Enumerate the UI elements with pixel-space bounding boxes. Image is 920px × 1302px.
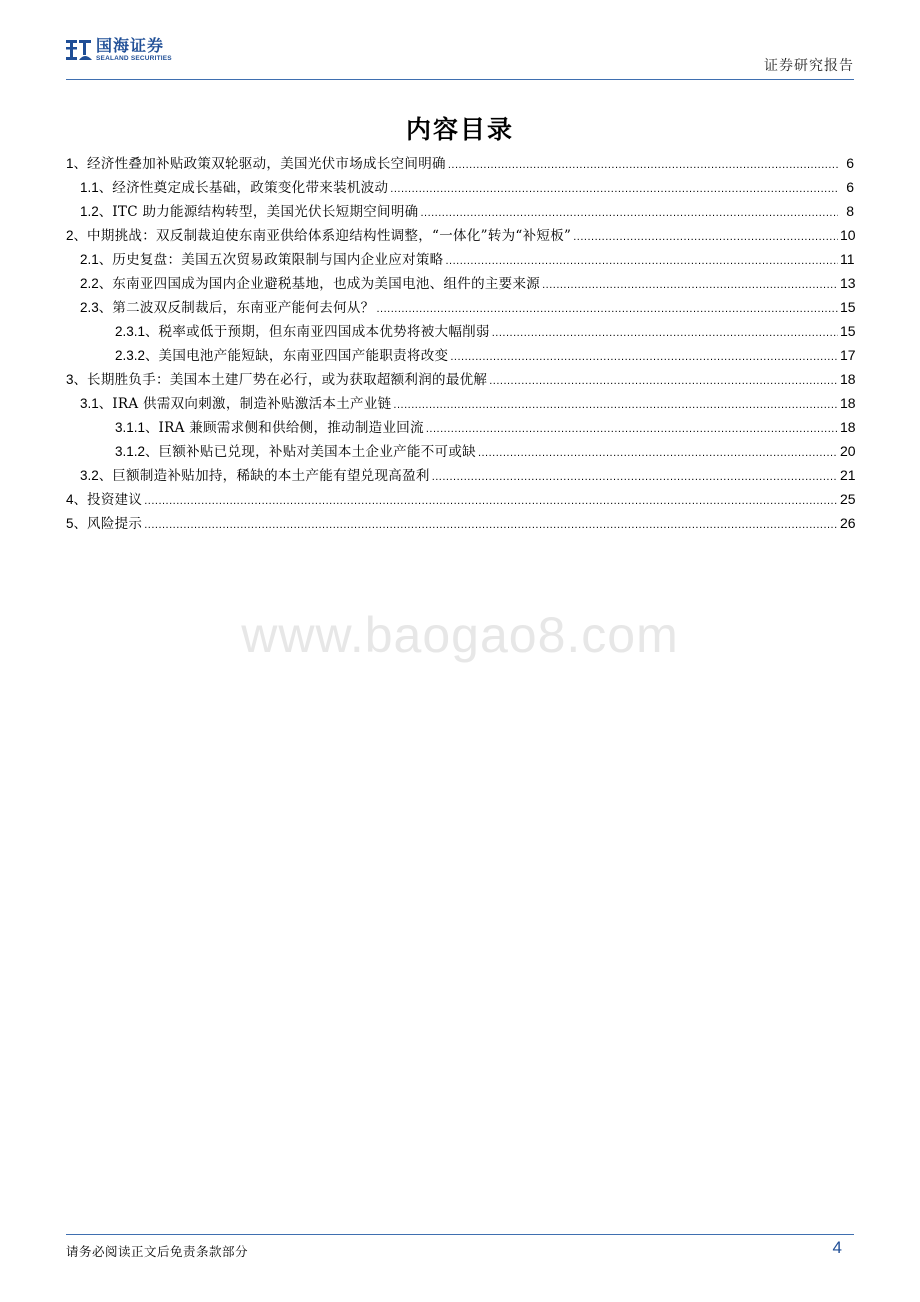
- toc-entry-page: 18: [840, 395, 856, 411]
- toc-entry-page: 11: [840, 251, 855, 267]
- toc-entry[interactable]: [66, 176, 854, 200]
- toc-entry[interactable]: [66, 248, 854, 272]
- toc-entry-number: 1.2、: [80, 204, 113, 219]
- footer-divider: [66, 1234, 854, 1235]
- page-header: [66, 38, 854, 78]
- toc-leader-dots: [542, 276, 838, 292]
- toc-entry-title: 投资建议: [87, 492, 143, 508]
- toc-entry[interactable]: [66, 392, 854, 416]
- toc-entry-page: 15: [840, 323, 856, 339]
- toc-entry-page: 8: [846, 203, 854, 219]
- toc-leader-dots: [489, 372, 838, 388]
- toc-entry-page: 21: [840, 467, 856, 483]
- toc-leader-dots: [376, 300, 838, 316]
- toc-entry-number: 5、: [66, 516, 88, 531]
- toc-entry-page: 6: [846, 179, 854, 195]
- toc-entry-title: IRA 兼顾需求侧和供给侧，推动制造业回流: [158, 420, 424, 436]
- company-logo: [66, 38, 172, 63]
- toc-entry-title: 巨额制造补贴加持，稀缺的本土产能有望兑现高盈利: [112, 468, 430, 484]
- toc-entry[interactable]: [66, 152, 854, 176]
- toc-entry[interactable]: [66, 200, 854, 224]
- toc-entry-title: 美国电池产能短缺，东南亚四国产能职责将改变: [158, 348, 449, 364]
- toc-entry-title: 历史复盘：美国五次贸易政策限制与国内企业应对策略: [112, 252, 444, 268]
- toc-entry[interactable]: [66, 368, 854, 392]
- toc-entry[interactable]: [66, 416, 854, 440]
- toc-entry-title: 中期挑战：双反制裁迫使东南亚供给体系迎结构性调整，“一体化”转为“补短板”: [87, 228, 572, 244]
- toc-leader-dots: [492, 324, 838, 340]
- toc-leader-dots: [478, 444, 838, 460]
- toc-leader-dots: [432, 468, 838, 484]
- toc-leader-dots: [144, 492, 838, 508]
- toc-leader-dots: [420, 204, 838, 220]
- toc-entry[interactable]: [66, 272, 854, 296]
- toc-entry[interactable]: [66, 224, 854, 248]
- toc-entry-number: 3.1、: [80, 396, 113, 411]
- sealand-logo-icon: [66, 38, 92, 62]
- toc-entry-number: 2.3.2、: [115, 348, 159, 363]
- toc-entry-number: 3.1.1、: [115, 420, 159, 435]
- toc-entry-title: IRA 供需双向刺激，制造补贴激活本土产业链: [112, 396, 392, 412]
- toc-entry-title: 长期胜负手：美国本土建厂势在必行，或为获取超额利润的最优解: [87, 372, 488, 388]
- toc-entry-page: 25: [840, 491, 856, 507]
- toc-entry-page: 6: [846, 155, 854, 171]
- toc-entry[interactable]: [66, 512, 854, 536]
- logo-chinese-name: 国海证券: [96, 36, 165, 55]
- toc-entry-page: 13: [840, 275, 856, 291]
- toc-entry-page: 10: [840, 227, 856, 243]
- toc-entry-page: 18: [840, 371, 856, 387]
- toc-entry-title: 巨额补贴已兑现，补贴对美国本土企业产能不可或缺: [158, 444, 476, 460]
- toc-entry[interactable]: [66, 464, 854, 488]
- toc-entry[interactable]: [66, 488, 854, 512]
- toc-entry-title: ITC 助力能源结构转型，美国光伏长短期空间明确: [112, 204, 419, 220]
- header-divider: [66, 79, 854, 80]
- toc-entry-number: 2.1、: [80, 252, 113, 267]
- footer-disclaimer: 请务必阅读正文后免责条款部分: [66, 1244, 249, 1259]
- toc-entry-page: 18: [840, 419, 856, 435]
- toc-leader-dots: [573, 228, 838, 244]
- toc-entry-page: 17: [840, 347, 856, 363]
- toc-entry-number: 3、: [66, 372, 88, 387]
- page-number: 4: [832, 1238, 842, 1257]
- toc-leader-dots: [390, 180, 838, 196]
- toc-entry-number: 2、: [66, 228, 88, 243]
- report-type-label: 证券研究报告: [764, 58, 854, 74]
- toc-entry-number: 1.1、: [80, 180, 113, 195]
- watermark: www.baogao8.com: [241, 607, 679, 663]
- logo-english-name: SEALAND SECURITIES: [96, 55, 172, 62]
- toc-entry-title: 第二波双反制裁后，东南亚产能何去何从？: [112, 300, 375, 316]
- toc-entry-title: 税率或低于预期，但东南亚四国成本优势将被大幅削弱: [158, 324, 490, 340]
- toc-entry[interactable]: [66, 440, 854, 464]
- toc-entry-number: 2.2、: [80, 276, 113, 291]
- toc-leader-dots: [450, 348, 838, 364]
- toc-entry-title: 经济性叠加补贴政策双轮驱动，美国光伏市场成长空间明确: [87, 156, 446, 172]
- toc-leader-dots: [445, 252, 838, 268]
- toc-entry-page: 26: [840, 515, 856, 531]
- toc-entry[interactable]: [66, 344, 854, 368]
- toc-entry-title: 经济性奠定成长基础，政策变化带来装机波动: [112, 180, 389, 196]
- toc-entry-number: 2.3、: [80, 300, 113, 315]
- toc-entry-page: 20: [840, 443, 856, 459]
- toc-entry[interactable]: [66, 296, 854, 320]
- toc-entry[interactable]: [66, 320, 854, 344]
- toc-entry-title: 风险提示: [87, 516, 143, 532]
- toc-leader-dots: [448, 156, 838, 172]
- toc-entry-number: 4、: [66, 492, 88, 507]
- toc-title: 内容目录: [405, 115, 514, 144]
- toc-entry-number: 1、: [66, 156, 88, 171]
- toc-entry-title: 东南亚四国成为国内企业避税基地，也成为美国电池、组件的主要来源: [112, 276, 541, 292]
- table-of-contents: [66, 152, 854, 536]
- toc-entry-number: 3.1.2、: [115, 444, 159, 459]
- toc-entry-number: 3.2、: [80, 468, 113, 483]
- toc-entry-number: 2.3.1、: [115, 324, 159, 339]
- toc-entry-page: 15: [840, 299, 856, 315]
- toc-leader-dots: [144, 516, 838, 532]
- toc-leader-dots: [393, 396, 838, 412]
- toc-leader-dots: [426, 420, 838, 436]
